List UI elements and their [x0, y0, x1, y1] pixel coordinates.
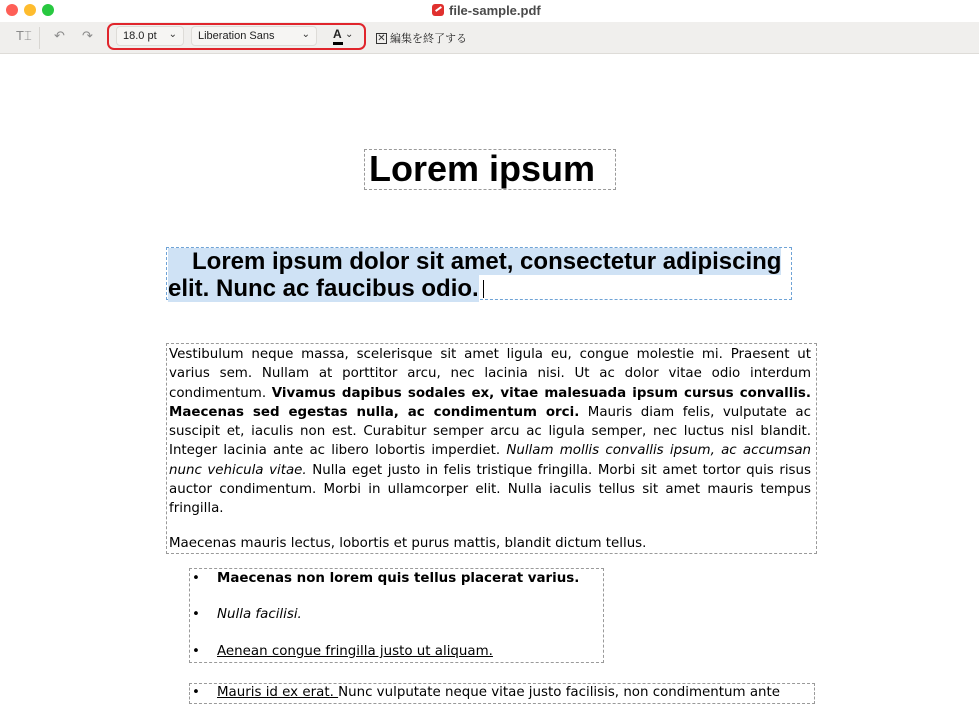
para1-text: Nulla eget justo in felis tristique fringilla. Morbi sit amet tortor quis risus auctor condimentum. Morbi in ullamcorper elit. Nulla iaculis tellus sit amet mauris tempus fringilla.	[169, 462, 811, 517]
chevron-down-icon: ⌄	[301, 29, 310, 40]
window-title-text: file-sample.pdf	[449, 2, 541, 18]
text-cursor-icon[interactable]: T⌶	[16, 28, 32, 43]
end-editing-label: 編集を終了する	[390, 33, 467, 45]
paragraph-2: Maecenas mauris lectus, lobortis et purus mattis, blandit dictum tellus.	[169, 535, 647, 551]
paragraph-textbox[interactable]	[166, 343, 817, 554]
font-family-value: Liberation Sans	[198, 30, 275, 42]
heading1: Lorem ipsum	[369, 148, 596, 189]
bullet-list-textbox[interactable]	[189, 568, 604, 663]
window-title	[432, 2, 541, 18]
chevron-down-icon: ⌄	[168, 29, 177, 40]
text-caret	[483, 280, 484, 298]
bullet-list-textbox-2[interactable]	[189, 683, 815, 704]
toolbar-divider	[39, 27, 40, 49]
undo-icon[interactable]: ↶	[54, 28, 65, 43]
para1-text: Vestibulum neque massa, scelerisque sit amet ligula eu, congue molestie mi. Praesent ut varius sem. Nullam at porttitor arcu, nec lacinia nisi. Ut ac dolor vitae odio interdum condimentum.	[169, 347, 811, 401]
close-box-icon: ✕	[377, 32, 386, 44]
heading2-textbox[interactable]	[166, 247, 792, 300]
end-editing-button[interactable]	[376, 30, 467, 46]
chevron-down-icon: ⌄	[345, 29, 354, 40]
list-item	[192, 644, 493, 659]
close-window-button[interactable]	[6, 4, 18, 16]
pdf-page	[0, 54, 979, 704]
text-color-icon: A	[333, 27, 342, 41]
title-bar	[0, 0, 979, 22]
para1-italic-text: Nullam mollis convallis ipsum, ac accumsan nunc vehicula vitae.	[169, 443, 812, 478]
edit-toolbar	[0, 22, 979, 54]
text-color-swatch	[333, 42, 343, 45]
font-size-value: 18.0 pt	[123, 30, 157, 42]
list-item-text: Nulla facilisi.	[217, 607, 302, 622]
redo-icon[interactable]: ↷	[82, 28, 93, 43]
list-item	[192, 685, 780, 700]
para1-bold-text: Vivamus dapibus sodales ex, vitae malesuada ipsum cursus convallis. Maecenas sed egestas nulla, ac condimentum orci.	[169, 385, 811, 420]
list-item-underlined-text: Mauris id ex erat.	[217, 685, 339, 700]
para1-text: Mauris diam felis, vulputate ac suscipit et, iaculis non est. Curabitur semper arcu ac ligula semper, nec luctus nisl blandit. Integer lacinia ante ac libero lobortis imperdiet.	[169, 404, 811, 459]
zoom-window-button[interactable]	[42, 4, 54, 16]
list-item-text: Aenean congue fringilla justo ut aliquam.	[217, 644, 493, 659]
list-item	[192, 571, 579, 586]
body-text	[169, 345, 811, 553]
font-size-select[interactable]	[116, 26, 184, 46]
list-item-text: Maecenas non lorem quis tellus placerat varius.	[217, 571, 580, 586]
bullet-icon: •	[192, 571, 200, 586]
list-item	[192, 607, 302, 622]
list-item-text: Nunc vulputate neque vitae justo facilisis, non condimentum ante	[338, 685, 780, 700]
bullet-icon: •	[192, 644, 200, 659]
minimize-window-button[interactable]	[24, 4, 36, 16]
paragraph-1	[169, 345, 811, 519]
bullet-icon: •	[192, 685, 200, 700]
pdf-file-icon	[432, 4, 444, 16]
selected-text: Lorem ipsum dolor sit amet, consectetur adipiscing elit. Nunc ac faucibus odio.	[168, 248, 782, 302]
heading2	[168, 248, 790, 302]
bullet-icon: •	[192, 607, 200, 622]
text-color-button[interactable]	[333, 28, 357, 46]
heading1-textbox[interactable]	[364, 149, 616, 190]
font-family-select[interactable]	[191, 26, 317, 46]
